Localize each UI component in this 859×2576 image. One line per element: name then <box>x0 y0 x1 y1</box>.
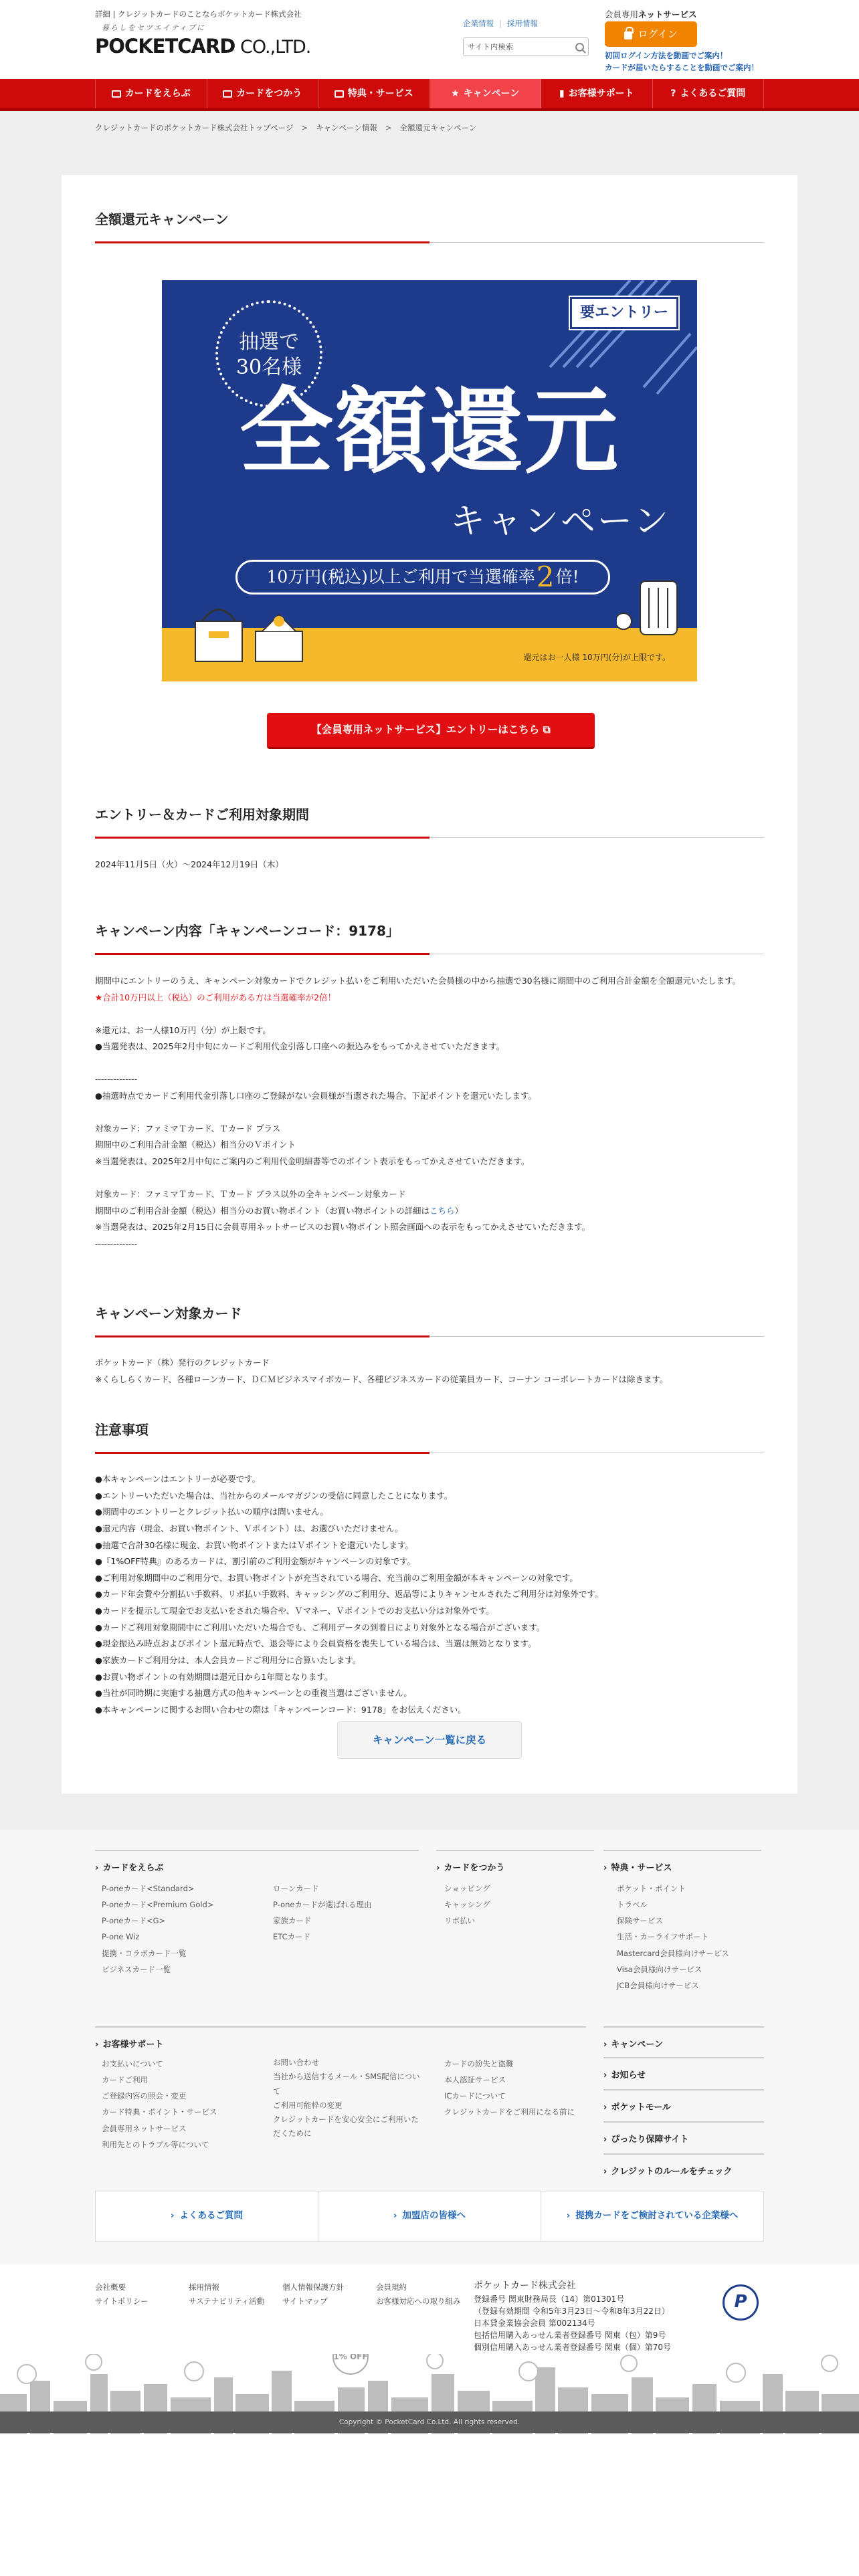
footer-link[interactable]: ビジネスカード一覧 <box>102 1964 171 1974</box>
footer-choose-links-b <box>273 1881 371 1945</box>
footer-link[interactable]: サイトマップ <box>282 2296 328 2306</box>
first-login-video-link[interactable]: 初回ログイン方法を動画でご案内！ <box>605 51 728 60</box>
footer-support-links-b <box>273 2056 420 2141</box>
corporate-info-link[interactable]: 企業情報 <box>463 19 494 28</box>
note-item: ●現金振込み時点およびポイント還元時点で、退会等により会員資格を喪失している場合は、当選は無効となります。 <box>95 1638 537 1649</box>
footer-link[interactable]: リボ払い <box>444 1916 475 1926</box>
note-item: ●ご利用対象期間中のご利用分で、お買い物ポイントが充当されている場合、充当前のご利用金額が本キャンペーンの対象です。 <box>95 1572 578 1583</box>
nav-benefits[interactable]: 特典・サービス <box>318 79 430 108</box>
footer-link[interactable]: 提携・コラボカード一覧 <box>102 1948 187 1958</box>
header-tagline: 詳細 | クレジットカードのことならポケットカード株式会社 <box>95 9 302 19</box>
login-button-label: ログイン <box>638 28 678 40</box>
footer-bottom-col3 <box>282 2280 344 2309</box>
footer-link[interactable]: ローンカード <box>273 1884 319 1893</box>
note-item: ●エントリーいただいた場合は、当社からのメールマガジンの受信に同意したことになります。 <box>95 1490 453 1501</box>
nav-use-card[interactable]: カードをつかう <box>207 79 319 108</box>
footer-side-insurance[interactable]: › ぴったり保障サイト <box>603 2121 764 2147</box>
footer-link[interactable]: カードご利用 <box>102 2075 148 2085</box>
note-item: ●カードご利用対象期間中にご利用いただいた場合でも、ご利用データの到着日により対象外となる場合がございます。 <box>95 1622 545 1632</box>
campaign-banner <box>162 280 697 681</box>
footer-link[interactable]: サステナビリティ活動 <box>189 2296 265 2306</box>
nav-support[interactable]: ▮ お客様サポート <box>541 79 653 108</box>
footer-support-links-a <box>102 2056 217 2153</box>
banner-double-chance: 10万円(税込)以上ご利用で当選確率 2 倍! <box>235 560 610 595</box>
footer-link[interactable]: Visa会員様向けサービス <box>617 1964 702 1974</box>
content-heading: キャンペーン内容「キャンペーンコード：9178」 <box>95 920 764 954</box>
footer-link[interactable]: ICカードについて <box>444 2091 506 2101</box>
footer-faq-link[interactable]: › よくあるご質問 <box>96 2191 318 2241</box>
footer-col-use-title[interactable]: › カードをつかう <box>436 1850 594 1876</box>
site-header <box>0 0 859 79</box>
note-item: ●本キャンペーンに関するお問い合わせの際は「キャンペーンコード：9178」をお伝えください。 <box>95 1704 466 1715</box>
footer-link[interactable]: カード特典・ポイント・サービス <box>102 2107 217 2117</box>
note-item: ●還元内容（現金、お買い物ポイント、Ｖポイント）は、お選びいただけません。 <box>95 1523 403 1533</box>
points-detail-link[interactable]: こちら <box>430 1205 455 1216</box>
note-item: ●家族カードご利用分は、本人会員カードご利用分に合算いたします。 <box>95 1654 361 1665</box>
logo-tagline: 暮らしをセツエイティブに <box>102 23 205 32</box>
footer-link[interactable]: 当社から送信するメール・SMS配信について <box>273 2072 420 2096</box>
help-video-links <box>605 50 759 74</box>
footer-side-pocketmall[interactable]: › ポケットモール <box>603 2089 764 2115</box>
footer-link[interactable]: キャッシング <box>444 1900 490 1910</box>
footer-bottom-col1 <box>95 2280 149 2309</box>
footer-link[interactable]: 利用先とのトラブル等について <box>102 2139 209 2149</box>
footer-link[interactable]: ポケット・ポイント <box>617 1884 686 1893</box>
footer-link[interactable]: JCB会員様向けサービス <box>617 1980 699 1990</box>
card-arrival-video-link[interactable]: カードが届いたらすることを動画でご案内！ <box>605 62 759 72</box>
footer-col-choose-title[interactable]: › カードをえらぶ <box>95 1850 419 1876</box>
star-icon: ★ <box>451 88 460 99</box>
card-use-icon <box>223 90 232 98</box>
footer-link[interactable]: 家族カード <box>273 1916 312 1926</box>
breadcrumb-current: 全額還元キャンペーン <box>399 123 477 132</box>
footer-link[interactable]: クレジットカードをご利用になる前に <box>444 2107 575 2117</box>
footer-link[interactable]: P-oneカード<Premium Gold> <box>102 1900 214 1910</box>
copyright: Copyright © PocketCard Co.Ltd. All rights reserved. <box>0 2411 859 2433</box>
footer-link[interactable]: Mastercard会員様向けサービス <box>617 1948 729 1958</box>
entry-button[interactable]: 【会員専用ネットサービス】エントリーはこちら ⧉ <box>267 713 595 749</box>
period-heading: エントリー＆カードご利用対象期間 <box>95 804 764 838</box>
footer-bottom-col2 <box>189 2280 264 2309</box>
note-item: ●カードを提示して現金でお支払いをされた場合や、Ｖマネー、Ｖポイントでのお支払い分は対象外です。 <box>95 1606 494 1616</box>
note-item: ●期間中のエントリーとクレジット払いの順序は問いません。 <box>95 1507 328 1517</box>
banner-note: 還元はお一人様 10万円(分)が上限です。 <box>523 653 670 662</box>
footer-col-support-title[interactable]: › お客様サポート <box>95 2026 586 2052</box>
logo-tail: CO.,LTD. <box>235 37 311 58</box>
footer-link[interactable]: P-oneカード<Standard> <box>102 1884 195 1893</box>
footer-link[interactable]: カードの紛失と盗難 <box>444 2059 514 2068</box>
footer-link[interactable]: ショッピング <box>444 1884 490 1893</box>
footer-link[interactable]: P-oneカードが選ばれる理由 <box>273 1900 372 1910</box>
footer-link[interactable]: 保険サービス <box>617 1916 663 1926</box>
footer-link[interactable]: P-oneカード<G> <box>102 1916 166 1926</box>
cards-text: ポケットカード（株）発行のクレジットカード ※くらしらくカード、各種ローンカード、ＤＣＭビジネスマイボカード、各種ビジネスカードの従業員カード、コーナン コーポレートカードは除きます。 <box>95 1358 668 1384</box>
footer-use-links <box>444 1881 490 1929</box>
footer-link[interactable]: ご利用可能枠の変更 <box>273 2100 343 2110</box>
notes-list <box>95 1471 764 1718</box>
footer-link[interactable]: 採用情報 <box>189 2282 219 2292</box>
footer-support-links-c <box>444 2056 575 2121</box>
search-icon[interactable] <box>575 43 584 51</box>
footer-side-credit-rules[interactable]: › クレジットのルールをチェック <box>603 2153 764 2179</box>
heater-watch-icon <box>617 574 684 648</box>
footer-choose-links-a <box>102 1881 214 1977</box>
footer-link[interactable]: 会員専用ネットサービス <box>102 2123 187 2133</box>
breadcrumb: クレジットカードのポケットカード株式会社トップページ > キャンペーン情報 > 全額還元キャンペーン <box>95 123 477 132</box>
footer-link[interactable]: ご登録内容の照会・変更 <box>102 2091 187 2101</box>
period-text: 2024年11月5日（火）～2024年12月19日（木） <box>95 859 284 869</box>
lottery-badge: 抽選で 30名様 <box>215 300 322 407</box>
cards-heading: キャンペーン対象カード <box>95 1303 764 1337</box>
note-item: ●『1%OFF特典』のあるカードは、割引前のご利用金額がキャンペーンの対象です。 <box>95 1556 415 1567</box>
footer-link[interactable]: 個人情報保護方針 <box>282 2282 344 2292</box>
banner-headline: 全額還元 <box>239 377 619 487</box>
campaign-content: 期間中にエントリーのうえ、キャンペーン対象カードでクレジット払いをご利用いただいた会員様の中から抽選で30名様に期間中のご利用合計金額を全額還元いたします。 ★合計10万円以上（税込）のご利用がある方は当選確率が2倍！ ※還元は、お一人様10万円（分）が上限です。 ●当選発表は、2025年2月中旬にカードご利用代金引落し口座への振込みをもってかえさせていただきます。 -------------- ●抽選時点でカードご利用代金引落し口座のご登録がない会員様が当選された場合、下記ポイントを還元いたします。 対象カード：ファミマＴカード、Ｔカード プラス 期間中のご利用合計金額（税込）相当分のＶポイント ※当選発表は、2025年2月中旬にご案内のご利用代金明細書等でのポイント表示をもってかえさせていただきます。 対象カード：ファミマＴカード、Ｔカード プラス以外の全キャンペーン対象カード 期間中のご利用合計金額（税込）相当分のお買い物ポイント（お買い物ポイントの詳細はこちら） ※当選発表は、2025年2月15日に会員専用ネットサービスのお買い物ポイント照会画面への表示をもってかえさせていただきます。 -------------- <box>95 976 741 1249</box>
nav-faq[interactable]: ? よくあるご質問 <box>653 79 765 108</box>
company-info: ポケットカード株式会社 登録番号 関東財務局長（14）第01301号 （登録有効期間 令和5年3月23日〜令和8年3月22日） 日本貸金業協会会員 第002134号 包括信用購入あっせん業者登録番号 関東（包）第9号 個別信用購入あっせん業者登録番号 関東（個）第70号 <box>474 2280 671 2352</box>
person-icon: ▮ <box>559 88 565 99</box>
footer-side-news[interactable]: › お知らせ <box>603 2057 764 2083</box>
bag-gift-icon <box>189 595 316 668</box>
footer-link[interactable]: お問い合わせ <box>273 2058 319 2067</box>
footer-side-campaign[interactable]: › キャンペーン <box>603 2026 764 2052</box>
note-item: ●当社が同時期に実施する抽選方式の他キャンペーンとの重複当選はございません。 <box>95 1688 412 1699</box>
footer-bottom-col4 <box>376 2280 461 2309</box>
notes-heading: 注意事項 <box>95 1419 764 1453</box>
card-icon <box>112 90 121 98</box>
note-item: ●カード年会費や分割払い手数料、リボ払い手数料、キャッシングのご利用分、返品等によりキャンセルされたご利用分は対象外です。 <box>95 1589 603 1600</box>
footer-link[interactable]: 会員規約 <box>376 2282 407 2292</box>
city-badge-text: 1% OFF <box>333 2354 368 2361</box>
global-nav <box>0 79 859 111</box>
back-to-campaigns-button[interactable]: キャンペーン一覧に戻る <box>337 1721 522 1759</box>
footer-col-benefits-title[interactable]: › 特典・サービス <box>603 1850 761 1876</box>
footer-quick-bar <box>95 2191 764 2242</box>
footer-link[interactable]: 会社概要 <box>95 2282 126 2292</box>
footer-merchants-link[interactable]: › 加盟店の皆様へ <box>318 2191 541 2241</box>
external-link-icon: ⧉ <box>543 724 551 736</box>
nav-choose-card[interactable]: カードをえらぶ <box>95 79 207 108</box>
main-content <box>62 175 797 1794</box>
banner-subline: キャンペーン <box>450 502 670 542</box>
question-icon: ? <box>670 88 676 99</box>
footer-link[interactable]: トラベル <box>617 1900 648 1910</box>
footer-link[interactable]: サイトポリシー <box>95 2296 149 2306</box>
note-item: ●本キャンペーンはエントリーが必要です。 <box>95 1474 261 1484</box>
page-title: 全額還元キャンペーン <box>95 209 764 243</box>
site-search-box[interactable] <box>463 37 589 56</box>
gift-icon <box>335 90 344 98</box>
footer-link[interactable]: ETCカード <box>273 1932 311 1942</box>
top-links: 企業情報 | 採用情報 <box>463 19 538 28</box>
footer-link[interactable]: クレジットカードを安心安全にご利用いただくために <box>273 2115 419 2139</box>
login-button[interactable] <box>605 21 697 47</box>
footer-link[interactable]: 本人認証サービス <box>444 2075 506 2085</box>
breadcrumb-campaigns[interactable]: キャンペーン情報 <box>316 123 377 132</box>
note-item: ●お買い物ポイントの有効期間は還元日から1年間となります。 <box>95 1671 333 1682</box>
entry-required-badge: 要エントリー <box>570 297 678 329</box>
footer-link[interactable]: お客様対応への取り組み <box>376 2296 461 2306</box>
footer-benefits-links <box>617 1881 729 1994</box>
footer-link[interactable]: 生活・カーライフサポート <box>617 1932 709 1942</box>
note-item: ●抽選で合計30名様に現金、お買い物ポイントまたはＶポイントを還元いたします。 <box>95 1539 413 1550</box>
recruit-link[interactable]: 採用情報 <box>506 19 538 28</box>
footer-partner-link[interactable]: › 提携カードをご検討されている企業様へ <box>541 2191 763 2241</box>
nav-campaign[interactable]: ★ キャンペーン <box>430 79 542 108</box>
site-logo[interactable] <box>95 31 310 62</box>
logo-main: POCKETCARD <box>95 35 235 58</box>
footer-link[interactable]: P-one Wiz <box>102 1932 140 1942</box>
lock-icon <box>624 31 632 39</box>
privacy-mark-logo[interactable]: P <box>723 2284 759 2321</box>
footer-link[interactable]: お支払いについて <box>102 2059 163 2068</box>
search-input[interactable]: サイト内検索 <box>468 41 514 51</box>
member-service-title: 会員専用ネットサービス <box>605 9 697 19</box>
breadcrumb-home[interactable]: クレジットカードのポケットカード株式会社トップページ <box>95 123 294 132</box>
